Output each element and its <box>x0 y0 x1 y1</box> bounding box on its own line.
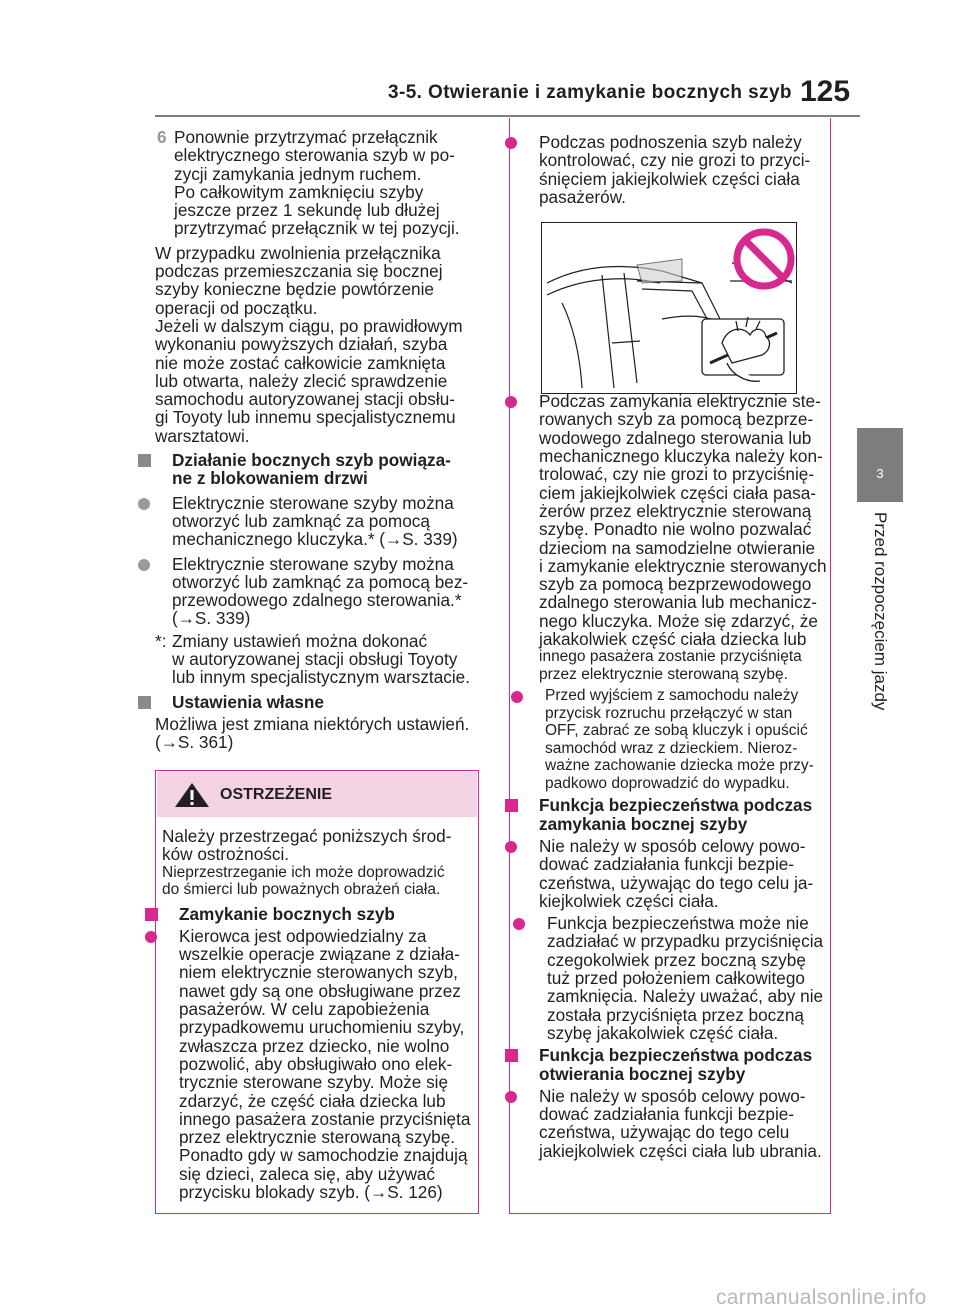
text-line: czeństwa, używając do tego celu ja- <box>539 872 814 893</box>
text-line: szybę. Ponadto nie wolno pozwalać <box>539 519 812 540</box>
text-line: operacji od początku. <box>155 297 318 318</box>
text-line: przez elektrycznie sterowaną szybę. <box>179 1127 456 1148</box>
text-line: śnięciem jakiejkolwiek części ciała <box>539 168 800 189</box>
text-line: tuż przed położeniem całkowitego <box>547 968 805 989</box>
header-rule <box>155 115 860 117</box>
watermark: carmanualsonline.info <box>716 1286 927 1309</box>
text-line: pozwolić, aby obsługiwało ono elek- <box>179 1053 453 1074</box>
text-line: pasażerów. W celu zapobieżenia <box>179 999 430 1020</box>
bullet-before-leaving <box>528 687 828 792</box>
text-line: przewodowego zdalnego sterowania.* <box>172 590 462 611</box>
text-line: lub innym specjalistycznym warsztacie. <box>172 667 471 688</box>
left-column <box>155 128 485 752</box>
text-line: nawet gdy są one obsługiwane przez <box>179 980 461 1001</box>
bullet-no-intentional-closing <box>522 837 828 910</box>
text-line: zadziałać w przypadku przyciśnięcia <box>547 931 824 952</box>
text-line: ciem jakiejkolwiek części ciała pasa- <box>539 482 817 503</box>
text-line: przytrzymać przełącznik w tej pozycji. <box>174 218 460 239</box>
bullet-wireless-remote <box>155 555 485 628</box>
text-line: kiejkolwiek części ciała. <box>539 890 719 911</box>
text-line: Elektrycznie sterowane szyby można <box>172 492 454 513</box>
text-line: Działanie bocznych szyb powiąza- <box>172 450 451 471</box>
text-line: przycisk rozruchu przełączyć w stan <box>545 704 793 722</box>
text-line: padkowo doprowadzić do wypadku. <box>545 774 790 792</box>
text-line: jeszcze przez 1 sekundę lub dłużej <box>174 200 440 221</box>
text-line: samochodu autoryzowanej stacji obsłu- <box>155 389 455 410</box>
text-line: Funkcja bezpieczeństwa może nie <box>547 913 809 934</box>
section-title: 3-5. Otwieranie i zamykanie bocznych szyb <box>388 82 792 103</box>
text-line: rowanych szyb za pomocą bezprze- <box>539 409 814 430</box>
text-line: Po całkowitym zamknięciu szyby <box>174 181 424 202</box>
text-line: Nie należy w sposób celowy powo- <box>539 1085 806 1106</box>
heading-closing-windows: Zamykanie bocznych szyb <box>162 905 474 923</box>
text-line: szybę jakakolwiek część ciała. <box>547 1022 779 1043</box>
bullet-mechanical-key <box>155 494 485 549</box>
text-line: ne z blokowaniem drzwi <box>172 468 368 489</box>
text-line: samochód wraz z dzieckiem. Nieroz- <box>545 739 798 757</box>
bullet-no-intentional-opening <box>522 1087 828 1160</box>
bullet-safety-may-fail <box>530 914 828 1042</box>
footnote-mark: *: <box>155 630 167 651</box>
text-line: (→S. 361) <box>155 732 234 753</box>
text-line: przypadkowemu uruchomieniu szyby, <box>179 1017 465 1038</box>
text-line: Przed wyjściem z samochodu należy <box>545 687 799 705</box>
text-line: zamykania bocznej szyby <box>539 813 748 834</box>
text-line: mechanicznego kluczyka.* (→S. 339) <box>172 529 458 550</box>
text-line: dować zadziałania funkcji bezpie- <box>539 854 795 875</box>
text-line: ków ostrożności. <box>162 844 290 865</box>
text-line: trycznie sterowane szyby. Może się <box>179 1072 449 1093</box>
text-line: Możliwa jest zmiana niektórych ustawień. <box>155 713 470 734</box>
heading-custom-settings: Ustawienia własne <box>155 693 485 711</box>
footnote <box>155 632 485 687</box>
text-line: Podczas podnoszenia szyb należy <box>539 132 802 152</box>
text-line: Ponadto gdy w samochodzie znajdują <box>179 1145 468 1166</box>
heading-closing-safety <box>522 796 828 833</box>
text-line: lub otwarta, należy zlecić sprawdzenie <box>155 370 448 391</box>
text-line: dować zadziałania funkcji bezpie- <box>539 1104 795 1125</box>
footnote-text <box>172 632 485 687</box>
bullet-raising-windows <box>522 133 828 206</box>
text-line: otwierania bocznej szyby <box>539 1063 746 1084</box>
bullet-closing-remote <box>522 392 828 683</box>
warning-intro <box>162 827 474 864</box>
text-line: otworzyć lub zamknąć za pomocą bez- <box>172 571 469 592</box>
text-line: nie może zostać całkowicie zamknięta <box>155 352 446 373</box>
text-line: czegokolwiek przez boczną szybę <box>547 949 806 970</box>
text-line: OFF, zabrać ze sobą kluczyk i opuścić <box>545 722 808 740</box>
text-line: zdarzyć, że część ciała dziecka lub <box>179 1090 446 1111</box>
warning-triangle-icon <box>174 782 210 808</box>
text-line: przycisku blokady szyb. (→S. 126) <box>179 1182 443 1203</box>
text-line: jakiejkolwiek części ciała lub ubrania. <box>539 1140 822 1161</box>
text-line: czeństwa, używając do tego celu <box>539 1122 790 1143</box>
warning-box <box>155 770 479 1214</box>
text-line: została przyciśnięta przez boczną <box>547 1004 804 1025</box>
text-line: Należy przestrzegać poniższych środ- <box>162 826 452 846</box>
text-line: (→S. 339) <box>172 608 251 629</box>
text-line: Nieprzestrzeganie ich może doprowadzić <box>162 863 445 881</box>
paragraph-custom-settings <box>155 715 485 752</box>
text-line: do śmierci lub poważnych obrażeń ciała. <box>162 881 441 899</box>
text-line: warsztatowi. <box>155 425 250 446</box>
text-line: innego pasażera zostanie przyciśnięta <box>179 1108 471 1129</box>
text-line: elektrycznego sterowania szyb w po- <box>174 145 455 166</box>
text-line: Nie należy w sposób celowy powo- <box>539 835 806 856</box>
text-line: szyby konieczne będzie powtórzenie <box>155 279 434 300</box>
chapter-tab-label: Przed rozpoczęciem jazdy <box>871 512 890 711</box>
text-line: Jeżeli w dalszym ciągu, po prawidłowym <box>155 315 463 336</box>
chapter-tab-number: 3 <box>857 428 903 502</box>
text-line: przez elektrycznie sterowaną szybę. <box>539 665 788 683</box>
text-line: podczas przemieszczania się bocznej <box>155 261 443 282</box>
warning-content <box>162 827 474 1201</box>
text-line: Podczas zamykania elektrycznie ste- <box>539 391 821 412</box>
text-line: zdalnego sterowania lub mechanicz- <box>539 592 818 613</box>
page-number: 125 <box>800 75 851 108</box>
text-line: żerów przez elektrycznie sterowaną <box>539 500 812 521</box>
text-line: pasażerów. <box>539 186 626 207</box>
text-line: ważne zachowanie dziecka może przy- <box>545 757 814 775</box>
warning-title: OSTRZEŻENIE <box>220 786 333 803</box>
step-number: 6 <box>157 127 167 147</box>
step-6-text <box>174 128 485 238</box>
text-line: trolować, czy nie grozi to przyciśnię- <box>539 464 815 485</box>
heading-opening-safety <box>522 1046 828 1083</box>
text-line: Zmiany ustawień można dokonać <box>172 630 428 651</box>
text-line: Funkcja bezpieczeństwa podczas <box>539 1045 813 1066</box>
text-line: wykonaniu powyższych działań, szyba <box>155 334 448 355</box>
text-line: W przypadku zwolnienia przełącznika <box>155 242 441 263</box>
text-line: innego pasażera zostanie przyciśnięta <box>539 648 802 666</box>
text-line: otworzyć lub zamknąć za pomocą <box>172 510 430 531</box>
text-line: wszelkie operacje związane z działa- <box>179 944 460 965</box>
text-line: niem elektrycznie sterowanych szyb, <box>179 962 458 983</box>
text-line: zycji zamykania jednym ruchem. <box>174 163 422 184</box>
text-line: zwłaszcza przez dziecko, nie wolno <box>179 1035 450 1056</box>
heading-door-lock-linked <box>155 451 485 488</box>
step-6 <box>157 128 485 238</box>
text-line: dzieciom na samodzielne otwieranie <box>539 537 816 558</box>
text-line: mechanicznego kluczyka należy kon- <box>539 446 823 467</box>
text-line: wodowego zdalnego sterowania lub <box>539 427 812 448</box>
warning-intro-small <box>162 864 474 899</box>
text-line: w autoryzowanej stacji obsługi Toyoty <box>172 649 458 670</box>
text-line: gi Toyoty lub innemu specjalistycznemu <box>155 407 456 428</box>
text-line: i zamykanie elektrycznie sterowanych <box>539 555 827 576</box>
text-line: Funkcja bezpieczeństwa podczas <box>539 795 813 816</box>
text-line: Elektrycznie sterowane szyby można <box>172 553 454 574</box>
text-line: zamknięcia. Należy uważać, aby nie <box>547 986 824 1007</box>
text-line: Ponownie przytrzymać przełącznik <box>174 127 438 147</box>
paragraph-window-release <box>155 244 485 445</box>
text-line: jakakolwiek część ciała dziecka lub <box>539 629 807 650</box>
text-line: szyb za pomocą bezprzewodowego <box>539 574 812 595</box>
bullet-driver-responsible <box>162 927 474 1201</box>
text-line: się dzieci, zaleca się, aby używać <box>179 1163 436 1184</box>
text-line: kontrolować, czy nie grozi to przyci- <box>539 150 811 171</box>
right-column <box>522 133 828 1160</box>
text-line: nego kluczyka. Może się zdarzyć, że <box>539 610 818 631</box>
text-line: Kierowca jest odpowiedzialny za <box>179 925 427 946</box>
warning-header <box>157 772 477 817</box>
